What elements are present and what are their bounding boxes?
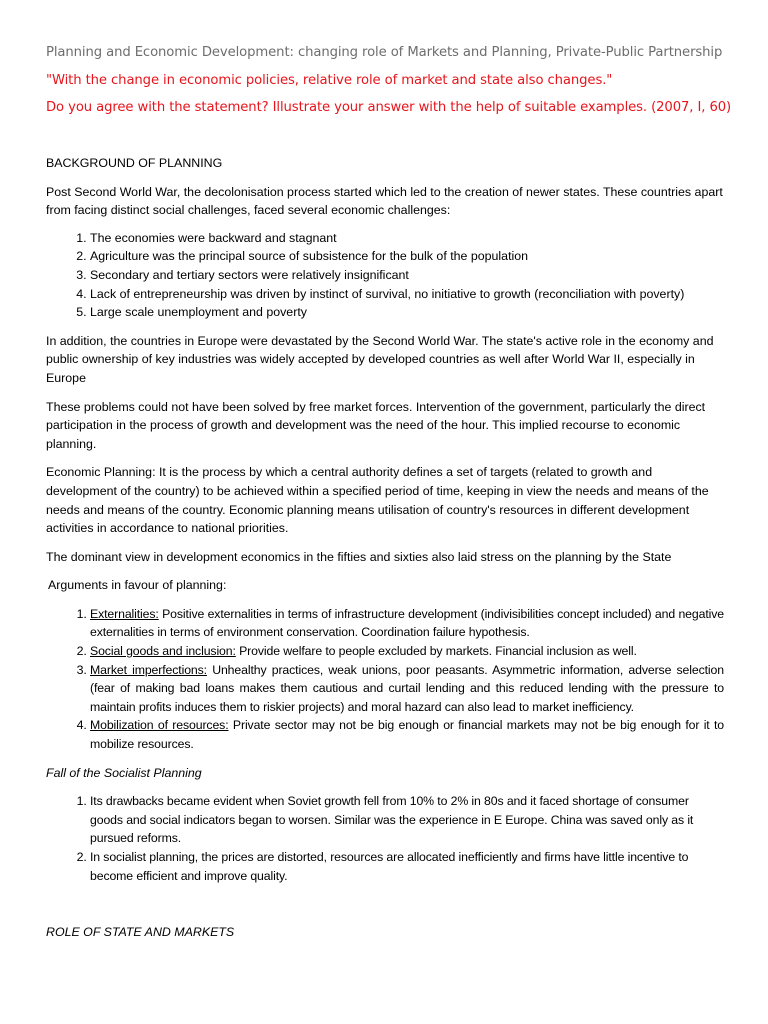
question-prompt: Do you agree with the statement? Illustrate your answer with the help of suitable examples. (2007, I, 60): [46, 100, 732, 115]
list-item: 1. Its drawbacks became evident when Soviet growth fell from 10% to 2% in 80s and it faced shortage of consumer goods and social indicators began to worsen. Similar was the experience in E Europe. China was saved only as it pursued reforms.: [90, 792, 724, 848]
list-item: [90, 642, 724, 661]
argument-text: Provide welfare to people excluded by markets. Financial inclusion as well.: [235, 644, 637, 659]
paragraph-problems: These problems could not have been solved by free market forces. Intervention of the government, particularly the direct participation in the process of growth and development was the need of the hour. This implied recourse to economic planning.: [46, 399, 706, 451]
section-heading-fall: Fall of the Socialist Planning: [46, 765, 202, 780]
question-quote: "With the change in economic policies, relative role of market and state also changes.": [46, 73, 613, 88]
list-item: 2. In socialist planning, the prices are distorted, resources are allocated inefficiently and firms have little incentive to become efficient and improve quality.: [90, 848, 724, 885]
argument-text: Positive externalities in terms of infrastructure development (indivisibilities concept included) and negative externalities in terms of environment conservation. Coordination failure hypothesis.: [90, 606, 724, 640]
list-arguments: [46, 605, 724, 754]
argument-text: Unhealthy practices, weak unions, poor peasants. Asymmetric information, adverse selection (fear of making bad loans makes them cautious and curtail lending and this reduced lending with the pressure to maintain profits induces them to riskier projects) and moral hazard can also lead to market inefficiency.: [90, 662, 724, 714]
list-item: [90, 661, 724, 717]
argument-term: Market imperfections:: [90, 662, 207, 677]
paragraph-europe: In addition, the countries in Europe were devastated by the Second World War. The state's active role in the economy and public ownership of key industries was widely accepted by developed countries as well after World War II, especially in Europe: [46, 333, 714, 385]
document-title: Planning and Economic Development: changing role of Markets and Planning, Private-Public Partnership: [46, 45, 723, 60]
paragraph-intro: Post Second World War, the decolonisation process started which led to the creation of newer states. These countries apart from facing distinct social challenges, faced several economic challenges:: [46, 184, 723, 218]
list-item: 5. Large scale unemployment and poverty: [90, 303, 724, 322]
list-item: [90, 605, 724, 642]
list-item: 4. Lack of entrepreneurship was driven by instinct of survival, no initiative to growth (reconciliation with poverty): [90, 285, 724, 304]
list-item: [90, 716, 724, 753]
list-item: 3. Secondary and tertiary sectors were relatively insignificant: [90, 266, 724, 285]
document-body: [46, 154, 724, 942]
list-economic-challenges: [46, 229, 724, 322]
argument-term: Social goods and inclusion:: [90, 644, 236, 659]
section-heading-role: ROLE OF STATE AND MARKETS: [46, 925, 235, 940]
list-fall: [46, 792, 724, 885]
paragraph-economic-planning: Economic Planning: It is the process by which a central authority defines a set of targets (related to growth and development of the country) to be achieved within a specified period of time, keeping in view the needs and means of the needs and means of the country. Economic planning means utilisation of country's resources in different development activities in accordance to national priorities.: [46, 465, 709, 536]
list-item: 2. Agriculture was the principal source of subsistence for the bulk of the population: [90, 247, 724, 266]
list-item: 1. The economies were backward and stagnant: [90, 229, 724, 248]
argument-term: Mobilization of resources:: [90, 718, 229, 733]
argument-text: Private sector may not be big enough or financial markets may not be big enough for it to mobilize resources.: [90, 718, 724, 752]
argument-term: Externalities:: [90, 606, 159, 621]
paragraph-dominant-view: The dominant view in development economics in the fifties and sixties also laid stress on the planning by the State: [46, 549, 672, 564]
section-heading-arguments: Arguments in favour of planning:: [48, 578, 227, 593]
section-heading-background: BACKGROUND OF PLANNING: [46, 156, 223, 170]
